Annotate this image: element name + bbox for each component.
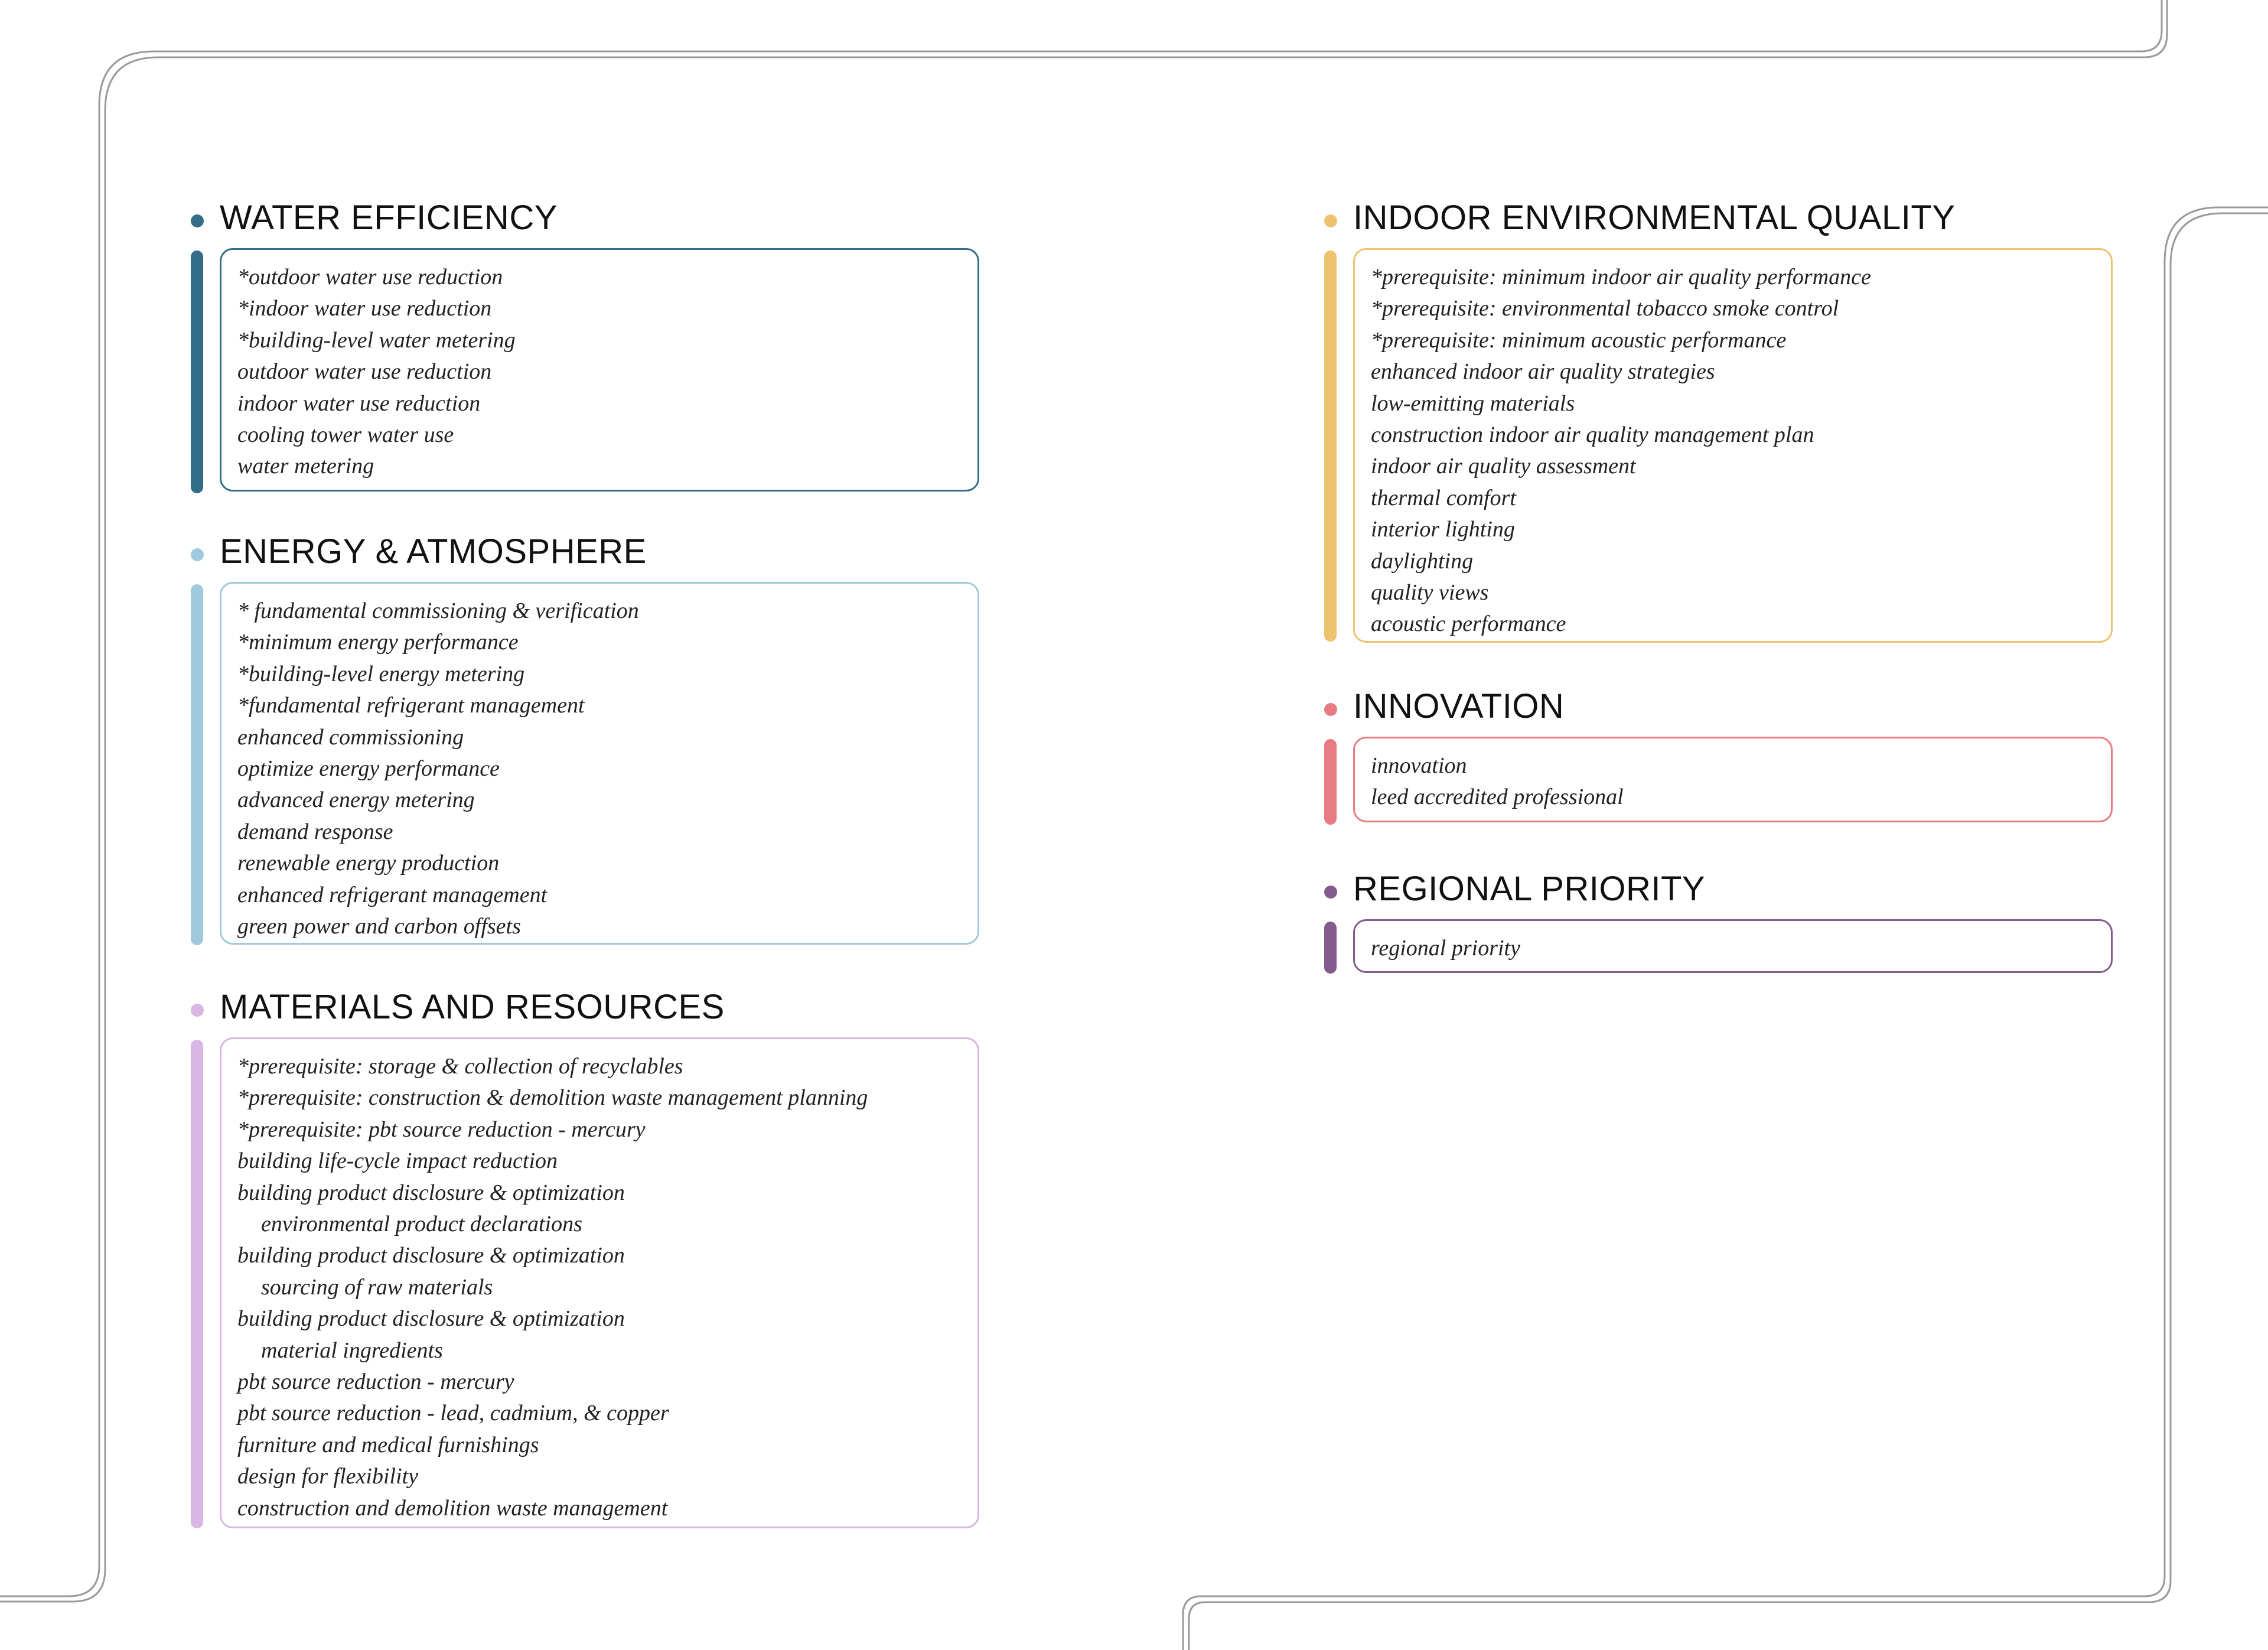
credit-item: *outdoor water use reduction — [237, 265, 503, 289]
accent-bar — [1324, 922, 1337, 974]
credit-item: *building-level water metering — [237, 327, 516, 353]
credit-item: optimize energy performance — [237, 756, 500, 782]
credit-item: *building-level energy metering — [237, 661, 525, 686]
credit-item: leed accredited professional — [1371, 785, 1624, 810]
section-materials-resources — [187, 987, 983, 1521]
credit-item: pbt source reduction - mercury — [237, 1369, 514, 1395]
credit-item: building product disclosure & optimization — [237, 1306, 625, 1332]
section-header — [187, 531, 983, 572]
accent-bar — [1324, 250, 1337, 642]
credit-item: construction and demolition waste management — [237, 1495, 668, 1521]
credit-item: interior lighting — [1371, 517, 1515, 542]
credit-sub-item: material ingredients — [261, 1337, 443, 1363]
section-title: MATERIALS AND RESOURCES — [220, 988, 725, 1026]
credit-item: low-emitting materials — [1371, 390, 1575, 416]
credit-sub-item: sourcing of raw materials — [261, 1274, 493, 1300]
credit-item: thermal comfort — [1371, 485, 1516, 510]
credit-item: enhanced commissioning — [237, 724, 464, 750]
accent-bar — [191, 1040, 203, 1528]
credit-item: *prerequisite: environmental tobacco smoke control — [1371, 296, 1839, 321]
credits-box — [220, 1037, 979, 1528]
section-header — [187, 987, 983, 1028]
credit-item: regional priority — [1371, 936, 1520, 961]
credit-item: renewable energy production — [237, 851, 500, 876]
bullet-dot-icon — [191, 1004, 204, 1017]
section-innovation — [1321, 686, 2117, 810]
credit-item: acoustic performance — [1371, 611, 1566, 637]
credit-item: *indoor water use reduction — [237, 296, 492, 321]
credit-item: * fundamental commissioning & verification — [237, 598, 639, 623]
section-indoor-environmental-quality — [1321, 197, 2117, 637]
bullet-dot-icon — [191, 214, 204, 227]
section-header — [1321, 868, 2117, 910]
credit-item: demand response — [237, 819, 393, 844]
credit-item: outdoor water use reduction — [237, 359, 492, 385]
bullet-dot-icon — [1324, 703, 1337, 716]
credit-item: *minimum energy performance — [237, 630, 519, 655]
credit-item: *prerequisite: minimum indoor air quality performance — [1371, 265, 1871, 289]
credit-item: cooling tower water use — [237, 422, 454, 448]
credit-item: water metering — [237, 454, 374, 479]
credit-item: indoor water use reduction — [237, 390, 481, 416]
credit-item: *prerequisite: minimum acoustic performance — [1371, 327, 1787, 353]
credit-item: *prerequisite: pbt source reduction - mercury — [237, 1117, 646, 1142]
section-header — [1321, 197, 2117, 239]
bullet-dot-icon — [1324, 886, 1337, 899]
credit-item: quality views — [1371, 580, 1489, 606]
section-header — [187, 197, 983, 239]
credits-box — [1353, 737, 2113, 822]
credit-item: pbt source reduction - lead, cadmium, & copper — [237, 1401, 669, 1426]
accent-bar — [191, 250, 203, 493]
credit-item: building product disclosure & optimization — [237, 1243, 625, 1268]
section-energy-atmosphere — [187, 531, 983, 939]
accent-bar — [1324, 739, 1337, 825]
section-title: INNOVATION — [1353, 687, 1565, 725]
credits-box — [220, 582, 979, 945]
credit-item: building life-cycle impact reduction — [237, 1148, 558, 1174]
credit-item: building product disclosure & optimization — [237, 1180, 625, 1205]
section-title: WATER EFFICIENCY — [220, 198, 558, 237]
credit-item: indoor air quality assessment — [1371, 454, 1636, 479]
accent-bar — [191, 584, 203, 945]
credits-box — [1353, 248, 2113, 643]
credits-box — [220, 248, 979, 492]
section-regional-priority — [1321, 868, 2117, 961]
credit-item: enhanced indoor air quality strategies — [1371, 359, 1715, 385]
bullet-dot-icon — [1324, 214, 1337, 227]
bullet-dot-icon — [191, 548, 204, 561]
section-title: REGIONAL PRIORITY — [1353, 870, 1706, 908]
credit-item: *prerequisite: construction & demolition waste management planning — [237, 1085, 868, 1111]
credit-item: enhanced refrigerant management — [237, 882, 548, 907]
credit-item: *prerequisite: storage & collection of recyclables — [237, 1054, 683, 1079]
credit-item: *fundamental refrigerant management — [237, 693, 585, 718]
credit-item: advanced energy metering — [237, 787, 475, 813]
credit-item: design for flexibility — [237, 1464, 419, 1489]
credit-item: daylighting — [1371, 548, 1474, 574]
section-title: INDOOR ENVIRONMENTAL QUALITY — [1353, 198, 1956, 237]
section-header — [1321, 686, 2117, 727]
section-water-efficiency — [187, 197, 983, 479]
credit-item: innovation — [1371, 753, 1467, 778]
credits-box — [1353, 919, 2113, 973]
section-title: ENERGY & ATMOSPHERE — [220, 532, 647, 571]
credit-item: construction indoor air quality management plan — [1371, 422, 1814, 448]
credit-item: furniture and medical furnishings — [237, 1432, 539, 1457]
credit-item: green power and carbon offsets — [237, 914, 521, 939]
credit-sub-item: environmental product declarations — [261, 1212, 582, 1237]
